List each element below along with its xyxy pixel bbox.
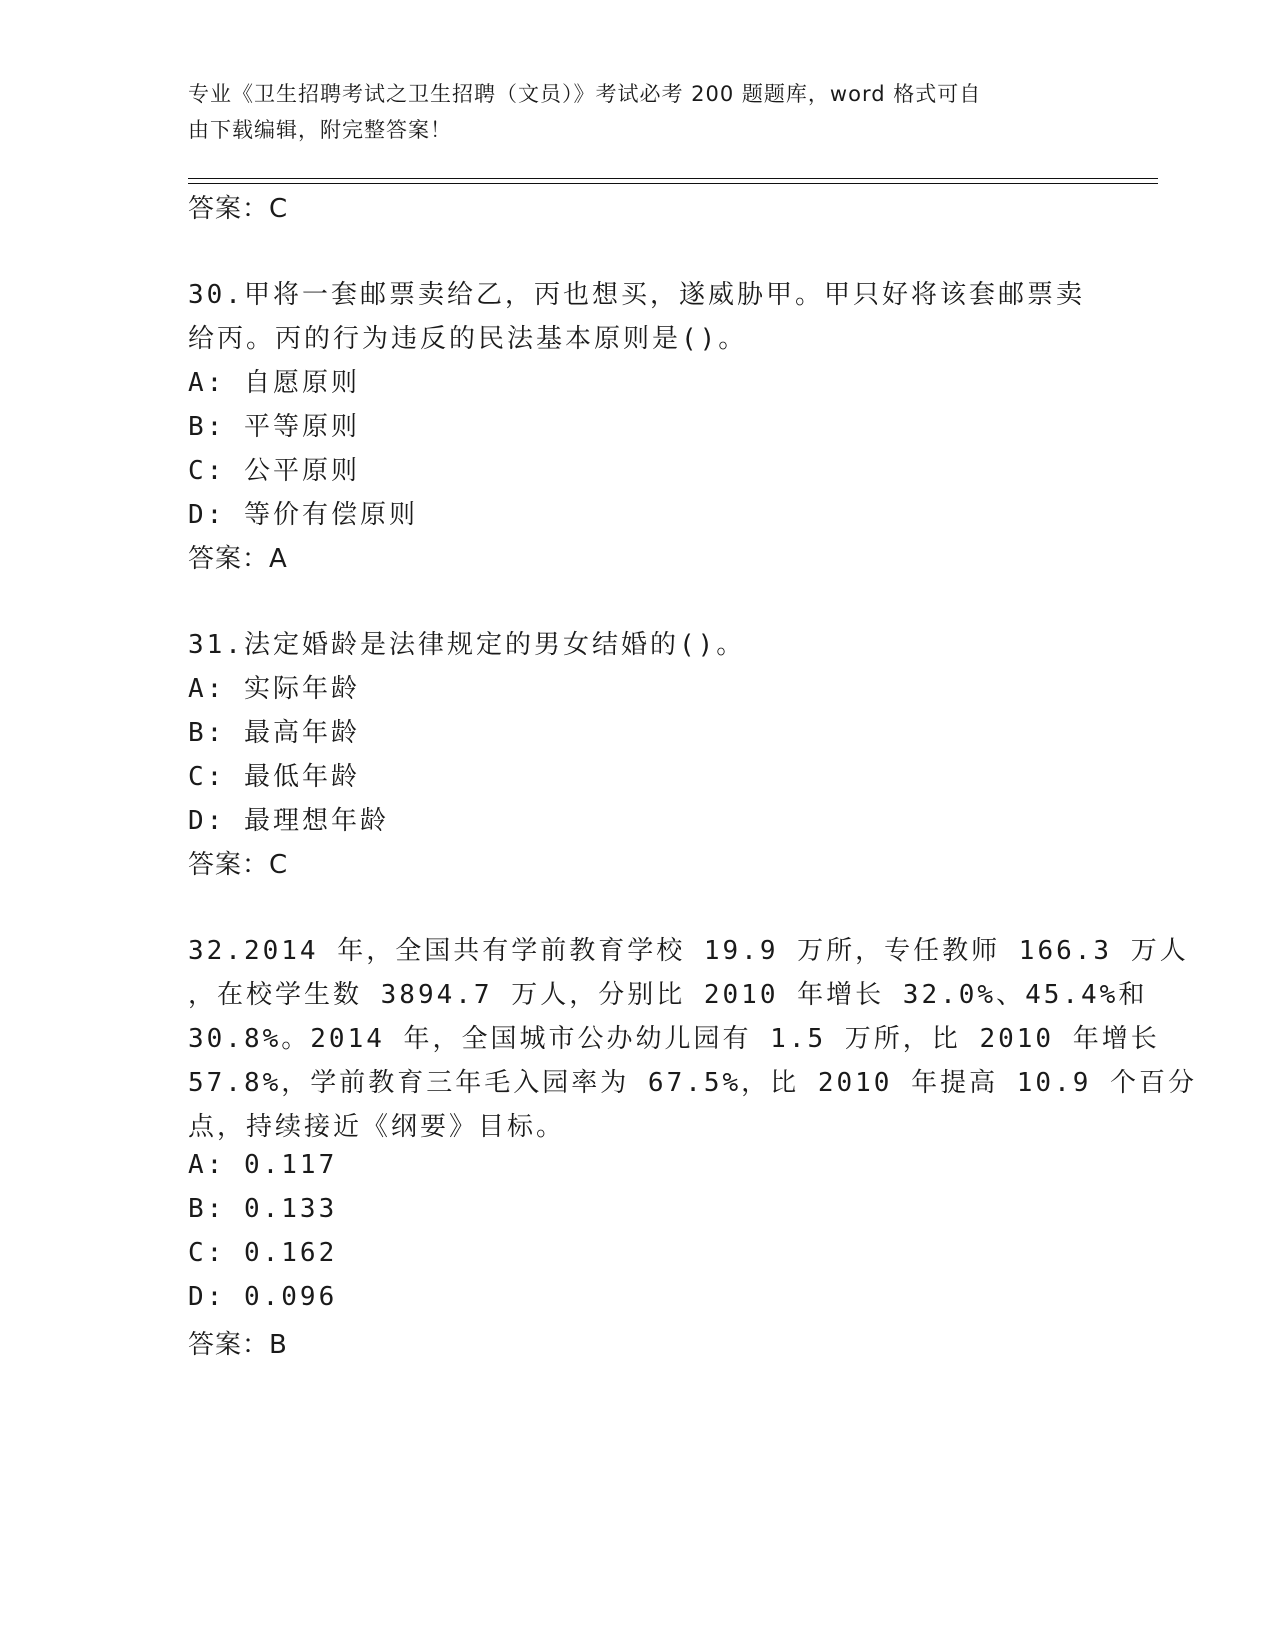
q32-stem-line-2: ，在校学生数 3894.7 万人，分别比 2010 年增长 32.0%、45.4%和: [188, 980, 1148, 1010]
answer-prev: 答案：C: [188, 194, 289, 224]
document-header-line-1: 专业《卫生招聘考试之卫生招聘（文员）》考试必考 200 题题库，word 格式可自: [188, 82, 982, 106]
q30-stem-line-1: 30.甲将一套邮票卖给乙，丙也想买，遂威胁甲。甲只好将该套邮票卖: [188, 280, 1085, 310]
q30-answer: 答案：A: [188, 544, 288, 574]
q30-stem-line-2: 给丙。丙的行为违反的民法基本原则是()。: [188, 324, 748, 354]
q31-stem-line-1: 31.法定婚龄是法律规定的男女结婚的()。: [188, 630, 746, 660]
q31-option-a: A: 实际年龄: [188, 674, 360, 704]
q31-option-d: D: 最理想年龄: [188, 806, 389, 836]
q30-option-a: A: 自愿原则: [188, 368, 360, 398]
q31-option-c: C: 最低年龄: [188, 762, 360, 792]
q32-stem-line-1: 32.2014 年，全国共有学前教育学校 19.9 万所，专任教师 166.3 万人: [188, 936, 1189, 966]
header-divider-top: [188, 178, 1158, 179]
q32-option-a: A: 0.117: [188, 1150, 338, 1180]
header-divider-bottom: [188, 183, 1158, 184]
q32-option-b: B: 0.133: [188, 1194, 338, 1224]
q30-option-c: C: 公平原则: [188, 456, 360, 486]
q30-option-d: D: 等价有偿原则: [188, 500, 418, 530]
q32-stem-line-5: 点，持续接近《纲要》目标。: [188, 1112, 566, 1142]
q32-stem-line-4: 57.8%，学前教育三年毛入园率为 67.5%，比 2010 年提高 10.9 个百分: [188, 1068, 1198, 1098]
q32-stem-line-3: 30.8%。2014 年，全国城市公办幼儿园有 1.5 万所，比 2010 年增长: [188, 1024, 1160, 1054]
q32-answer: 答案：B: [188, 1330, 288, 1360]
q31-answer: 答案：C: [188, 850, 289, 880]
q31-option-b: B: 最高年龄: [188, 718, 360, 748]
document-header-line-2: 由下载编辑，附完整答案！: [188, 118, 452, 142]
q30-option-b: B: 平等原则: [188, 412, 360, 442]
q32-option-d: D: 0.096: [188, 1282, 338, 1312]
q32-option-c: C: 0.162: [188, 1238, 338, 1268]
